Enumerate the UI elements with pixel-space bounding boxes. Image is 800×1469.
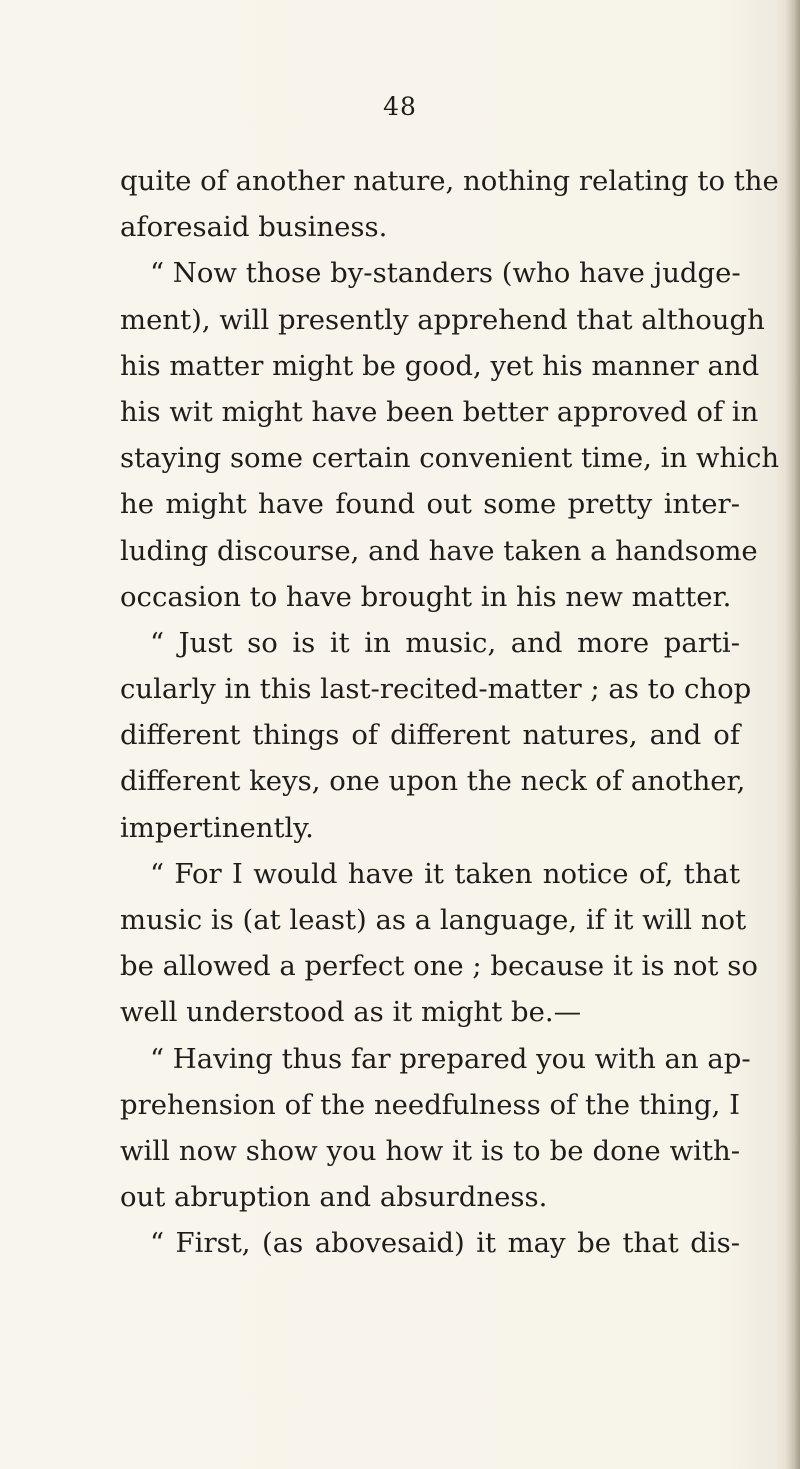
text-line: music is (at least) as a language, if it will not [120, 904, 747, 936]
text-line: aforesaid business. [120, 211, 388, 244]
text-line: be allowed a perfect one ; because it is not so [120, 950, 758, 983]
text-line: cularly in this last-recited-matter ; as to chop [120, 673, 752, 706]
page-number: 48 [383, 92, 417, 121]
text-line: different keys, one upon the neck of another, [120, 765, 746, 798]
text-line: well understood as it might be.— [120, 996, 582, 1029]
page-edge-shadow [786, 0, 800, 1469]
text-line: “ Just so is it in music, and more parti- [150, 626, 740, 659]
text-line: “ Having thus far prepared you with an ap- [150, 1042, 751, 1075]
text-line: “ Now those by-standers (who have judge- [150, 257, 741, 290]
text-line: quite of another nature, nothing relating to the [120, 165, 779, 197]
text-line: his wit might have been better approved of in [120, 395, 759, 428]
text-line: his matter might be good, yet his manner and [120, 349, 760, 382]
text-line: “ First, (as abovesaid) it may be that dis- [150, 1227, 740, 1260]
text-line: ment), will presently apprehend that although [120, 303, 765, 336]
text-line: out abruption and absurdness. [120, 1181, 548, 1214]
text-line: occasion to have brought in his new matter. [120, 580, 732, 613]
text-line: will now show you how it is to be done with- [120, 1134, 740, 1167]
text-line: impertinently. [120, 811, 314, 844]
text-line: “ For I would have it taken notice of, that [150, 857, 740, 890]
text-line: prehension of the needfulness of the thing, I [120, 1088, 740, 1121]
text-line: staying some certain convenient time, in which [120, 442, 780, 475]
text-line: different things of different natures, and of [120, 719, 740, 752]
page-text [120, 158, 780, 1267]
text-line: he might have found out some pretty inter- [120, 488, 740, 521]
text-line: luding discourse, and have taken a handsome [120, 534, 758, 567]
